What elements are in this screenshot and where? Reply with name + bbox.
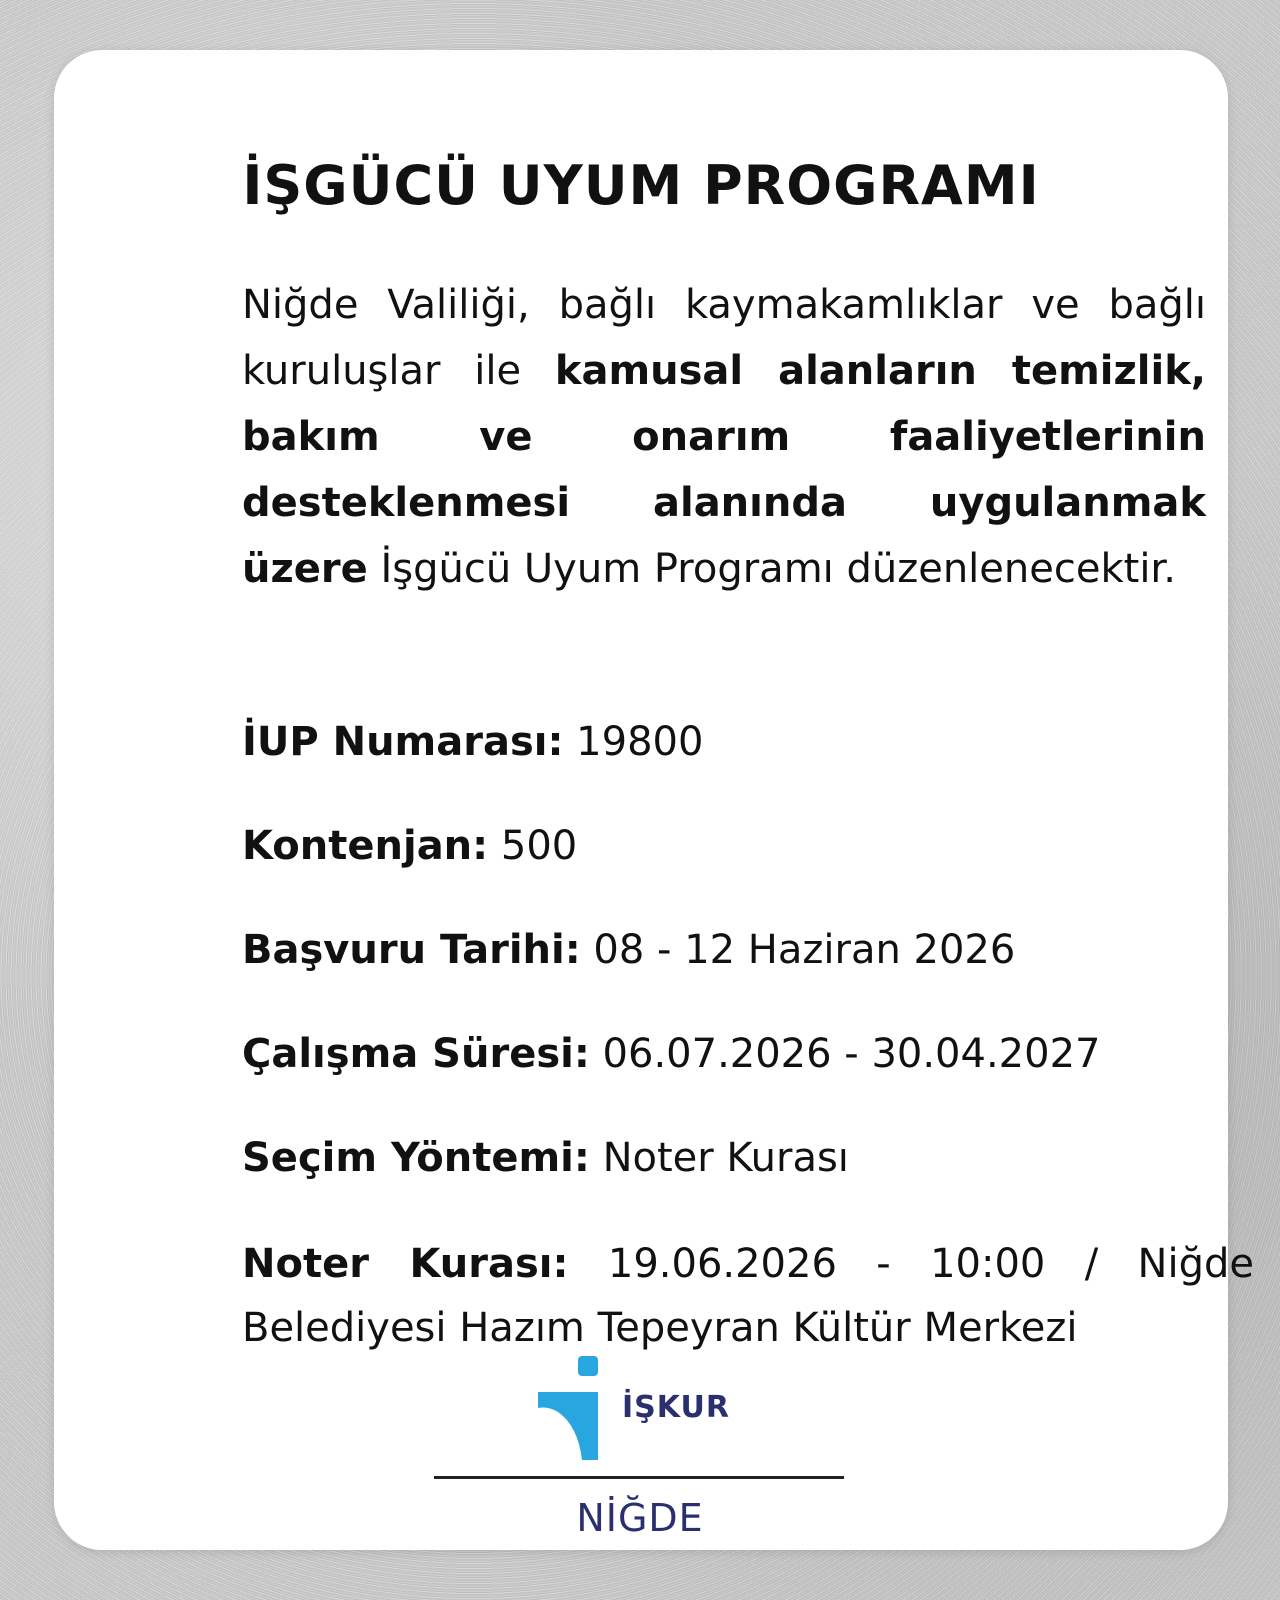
field-value: 500 [488,823,578,869]
field-value: 08 - 12 Haziran 2026 [580,927,1016,973]
field-label: Çalışma Süresi: [242,1031,590,1077]
field-label: Noter Kurası: [242,1241,569,1287]
intro-text-bold: kamusal alanların temizlik, bakım ve onarım faaliyetlerinin desteklenmesi alanında uygulanmak üzere [242,348,1206,592]
footer-city: NİĞDE [576,1496,704,1540]
field-value: 06.07.2026 - 30.04.2027 [589,1031,1101,1077]
intro-text-start: Niğde Valiliği, bağlı kaymakamlıklar ve bağlı kuruluşlar ile [242,282,1206,394]
field-work-period [242,1022,1254,1086]
field-label: Seçim Yöntemi: [242,1135,590,1181]
field-iup-number [242,710,1254,774]
field-notary-draw [242,1232,1254,1360]
field-value: 19800 [563,719,704,765]
field-application-date [242,918,1254,982]
divider [434,1476,844,1479]
field-value: 19.06.2026 - 10:00 / Niğde Belediyesi Hazım Tepeyran Kültür Merkezi [242,1241,1254,1351]
iskur-logo-text: İŞKUR [622,1390,730,1425]
info-card [54,50,1254,1550]
intro-paragraph [242,272,1206,602]
intro-text-end: İşgücü Uyum Programı düzenlenecektir. [367,546,1176,592]
field-label: Kontenjan: [242,823,489,869]
field-quota [242,814,1254,878]
field-selection-method [242,1126,1254,1190]
field-label: Başvuru Tarihi: [242,927,581,973]
field-value: Noter Kurası [589,1135,849,1181]
field-label: İUP Numarası: [242,719,564,765]
page-title: İŞGÜCÜ UYUM PROGRAMI [242,154,1040,217]
